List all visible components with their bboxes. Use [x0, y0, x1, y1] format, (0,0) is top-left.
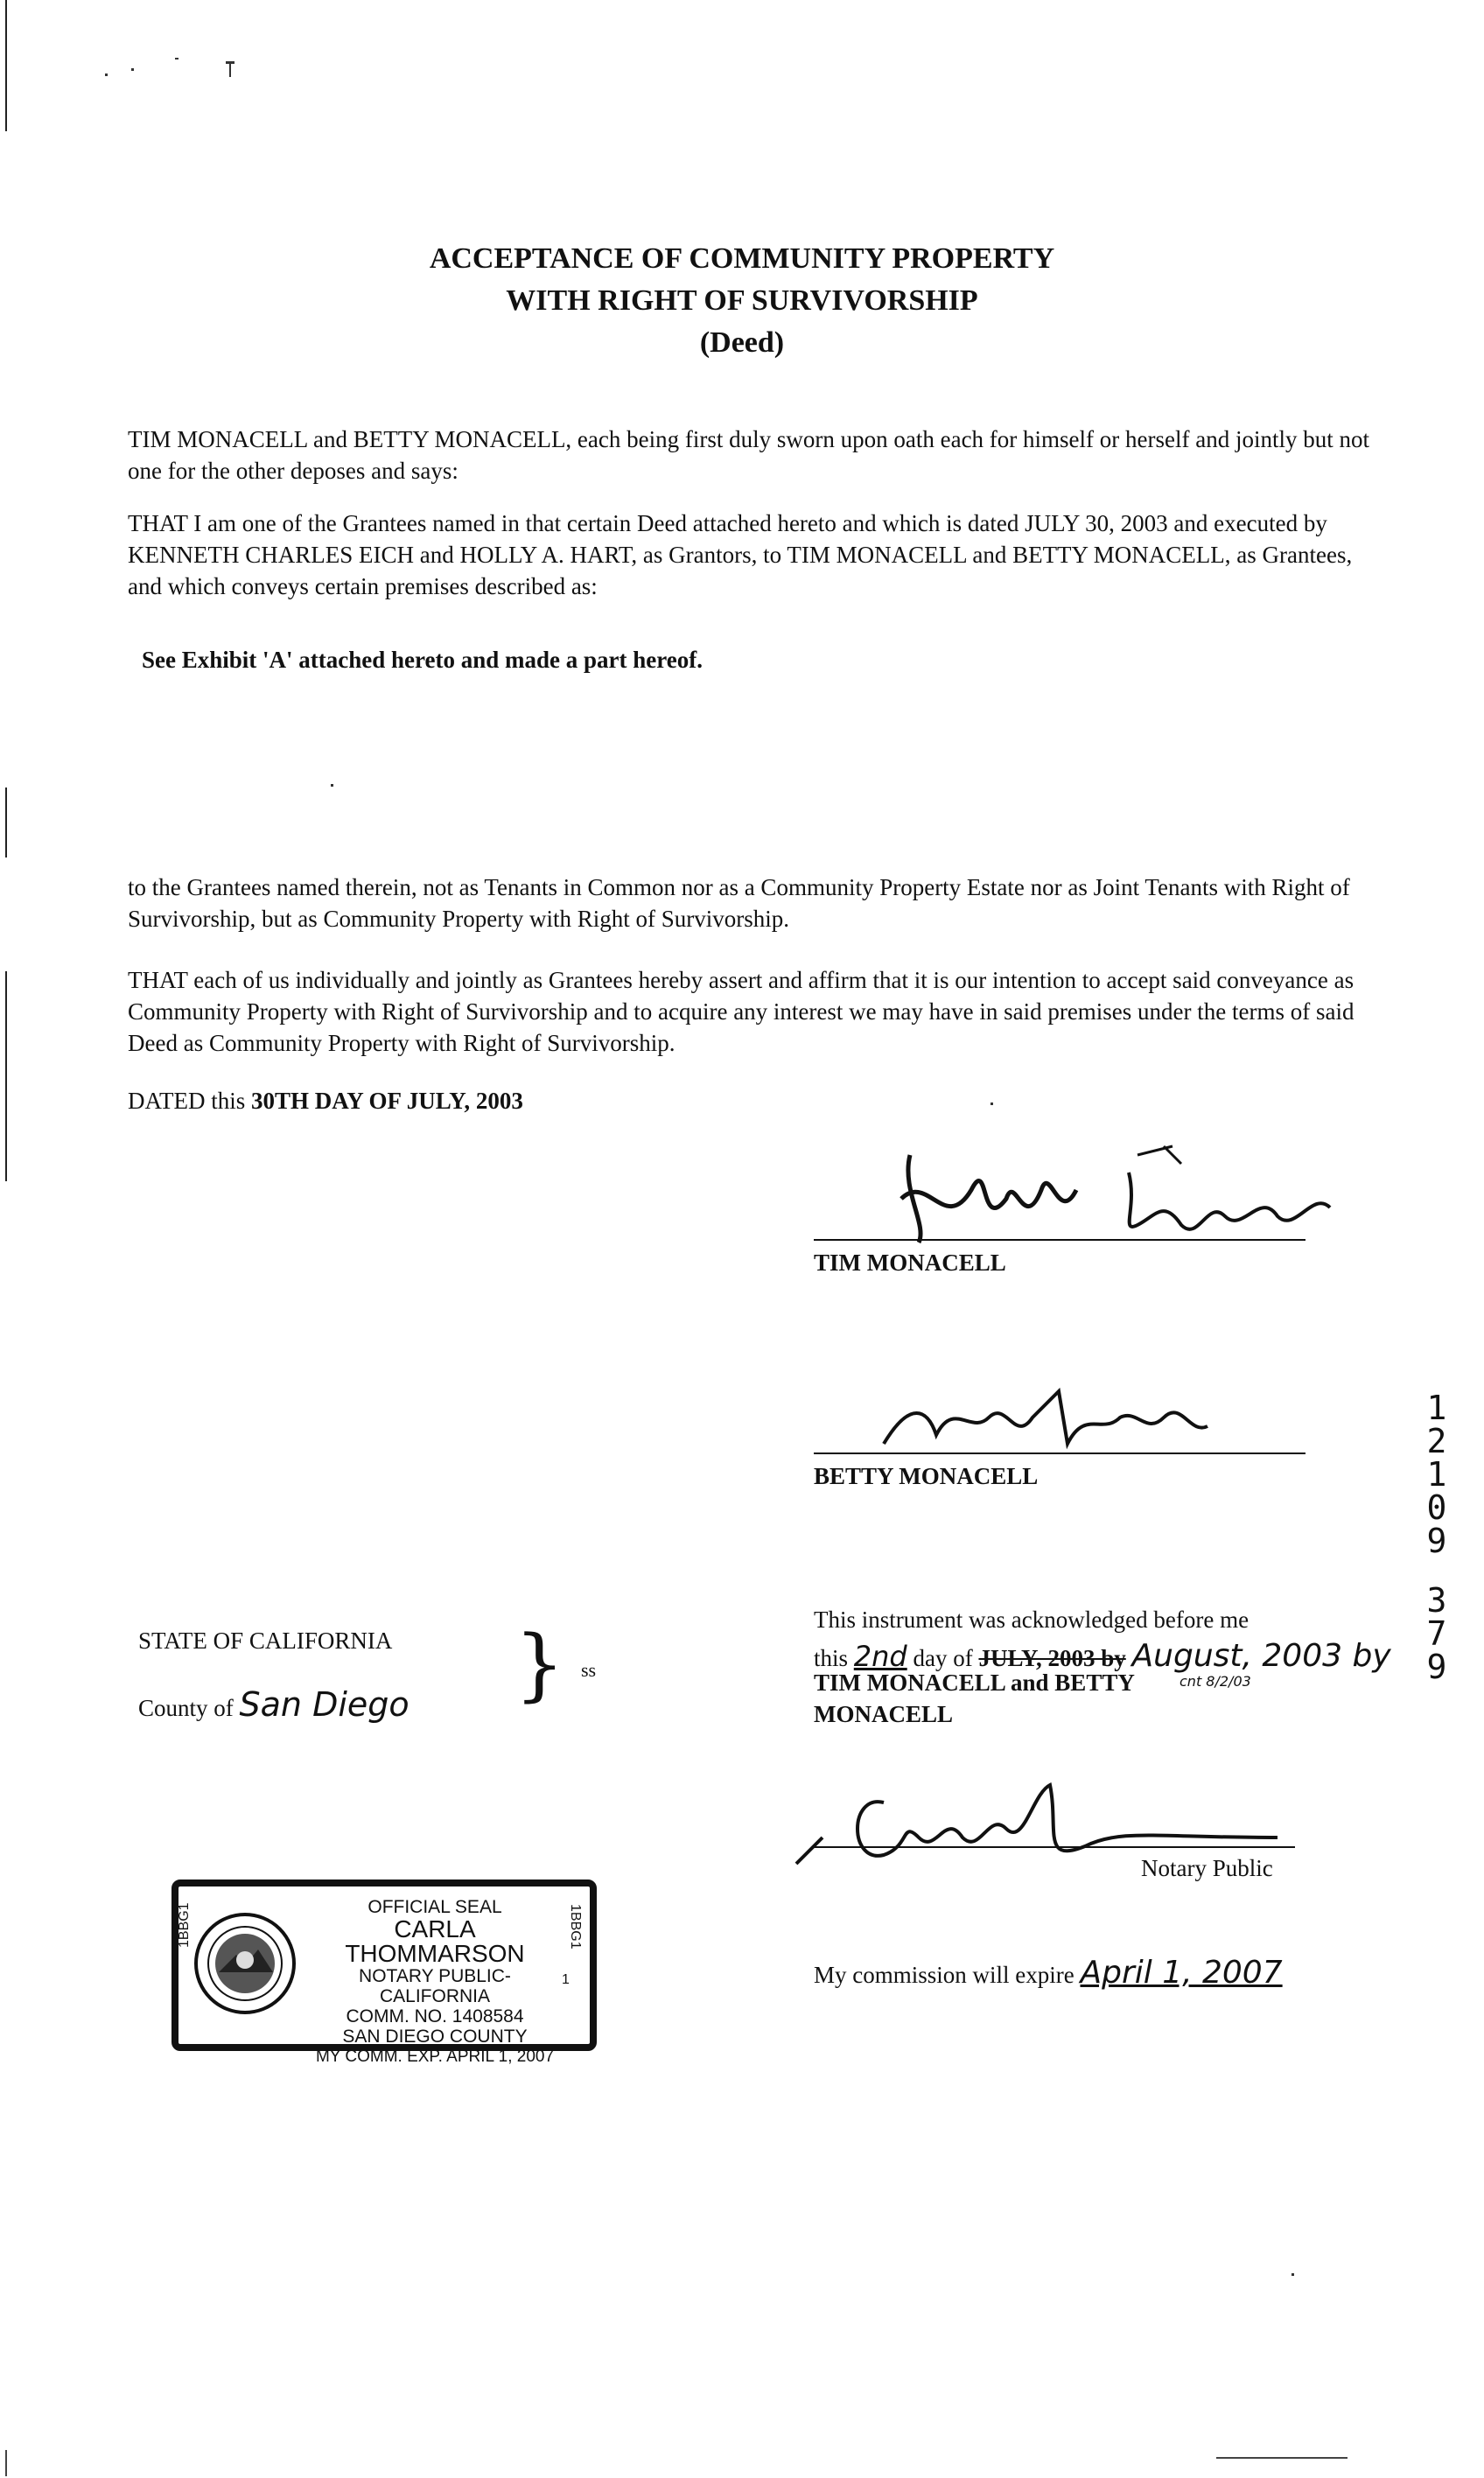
- scan-artifact: [175, 58, 178, 60]
- recording-digit: 3: [1426, 1581, 1447, 1620]
- tim-name-label: TIM MONACELL: [814, 1250, 1006, 1276]
- seal-side-code-right: 1BBG1: [568, 1904, 583, 1950]
- venue-brace: }: [514, 1619, 565, 1711]
- commission-line: [814, 1955, 1283, 1991]
- seal-side-code: 1BBG1: [177, 1902, 192, 1948]
- scan-artifact: [5, 2450, 7, 2476]
- scan-artifact: [131, 68, 134, 71]
- county-line: [138, 1685, 410, 1724]
- seal-title: OFFICIAL SEAL: [368, 1897, 502, 1917]
- affiant-paragraph: TIM MONACELL and BETTY MONACELL, each being first duly sworn upon oath each for himself or herself and jointly but not one for the other deposes and says:: [128, 426, 1369, 484]
- scan-dot: [990, 1102, 993, 1105]
- seal-name: CARLA THOMMARSON: [345, 1915, 525, 1967]
- affirmation-paragraph: THAT each of us individually and jointly as Grantees hereby assert and affirm that it is our intention to accept said conveyance as Community Property with Right of Survivorship and to acquire any interest we may have in said premises under the terms of said Deed as Community Property with Right of Survivorship.: [128, 967, 1354, 1056]
- betty-signature-line: [814, 1452, 1306, 1454]
- seal-comm-no: COMM. NO. 1408584: [346, 2006, 524, 2026]
- commission-prefix: My commission will expire: [814, 1962, 1074, 1988]
- ack-month-handwritten: August, 2003 by: [1131, 1638, 1391, 1674]
- ack-names-line-1: TIM MONACELL and BETTY: [814, 1670, 1135, 1696]
- notary-seal-stamp: [172, 1880, 597, 2066]
- notary-public-label: Notary Public: [1141, 1855, 1273, 1881]
- recording-digit: 0: [1426, 1488, 1447, 1527]
- recording-digit: 9: [1426, 1522, 1447, 1560]
- dated-value: 30TH DAY OF JULY, 2003: [251, 1088, 523, 1114]
- betty-name-label: BETTY MONACELL: [814, 1463, 1039, 1489]
- california-seal-icon: [192, 1911, 298, 2016]
- notary-signature-line: [814, 1846, 1295, 1848]
- recording-digit: 2: [1426, 1422, 1447, 1460]
- document-title-line-1: ACCEPTANCE OF COMMUNITY PROPERTY: [429, 242, 1055, 275]
- commission-date: April 1, 2007: [1080, 1955, 1283, 1991]
- recording-digit: 1: [1426, 1389, 1447, 1427]
- scan-artifact: [1216, 2457, 1348, 2459]
- margin-scan-line: [5, 971, 7, 1181]
- tenancy-paragraph: to the Grantees named therein, not as Tenants in Common nor as a Community Property Estate nor as Joint Tenants with Right of Survivorship, but as Community Property with Right of Survivorship.: [128, 874, 1350, 932]
- document-title-line-3: (Deed): [699, 326, 785, 359]
- recording-digit: 1: [1426, 1455, 1447, 1494]
- ack-this: this: [814, 1645, 849, 1671]
- margin-scan-line: [5, 788, 7, 858]
- seal-text-block: [308, 1897, 562, 2067]
- seal-county: SAN DIEGO COUNTY: [342, 2026, 528, 2047]
- scan-artifact: [229, 61, 231, 77]
- margin-scan-line: [5, 0, 7, 131]
- acknowledgment-line-1: This instrument was acknowledged before me: [814, 1606, 1250, 1633]
- ack-day-handwritten: 2nd: [853, 1640, 907, 1673]
- ss-label: ss: [581, 1659, 597, 1681]
- recording-number: [1419, 1391, 1454, 1684]
- tim-signature-line: [814, 1239, 1306, 1241]
- seal-role: NOTARY PUBLIC-CALIFORNIA: [359, 1966, 511, 2006]
- ack-day-of: day of: [913, 1645, 973, 1671]
- scan-artifact: [105, 74, 108, 76]
- recording-digit: 7: [1426, 1614, 1447, 1653]
- recording-digit: 9: [1426, 1648, 1447, 1686]
- seal-side-number: 1: [562, 1972, 570, 1987]
- ack-initials-note: cnt 8/2/03: [1180, 1673, 1251, 1690]
- state-label: STATE OF CALIFORNIA: [138, 1628, 393, 1654]
- grantee-paragraph: THAT I am one of the Grantees named in that certain Deed attached hereto and which is dated JULY 30, 2003 and executed by KENNETH CHARLES EICH and HOLLY A. HART, as Grantors, to TIM MONACELL and BETTY MONACELL, as Grantees, and which conveys certain premises described as:: [128, 510, 1353, 599]
- county-handwritten: San Diego: [239, 1685, 410, 1724]
- county-prefix: County of: [138, 1695, 234, 1721]
- ack-names-line-2: MONACELL: [814, 1701, 954, 1727]
- scan-dot: [331, 784, 333, 787]
- ack-struck-text: JULY, 2003 by: [978, 1645, 1126, 1671]
- dated-line: [128, 1085, 1370, 1116]
- seal-expires: MY COMM. EXP. APRIL 1, 2007: [315, 2048, 555, 2066]
- dated-prefix: DATED this: [128, 1088, 251, 1114]
- exhibit-reference: See Exhibit 'A' attached hereto and made a part hereof.: [142, 647, 703, 673]
- document-title-line-2: WITH RIGHT OF SURVIVORSHIP: [506, 284, 978, 317]
- scan-dot: [1292, 2273, 1294, 2276]
- acknowledgment-line-2: [814, 1638, 1391, 1674]
